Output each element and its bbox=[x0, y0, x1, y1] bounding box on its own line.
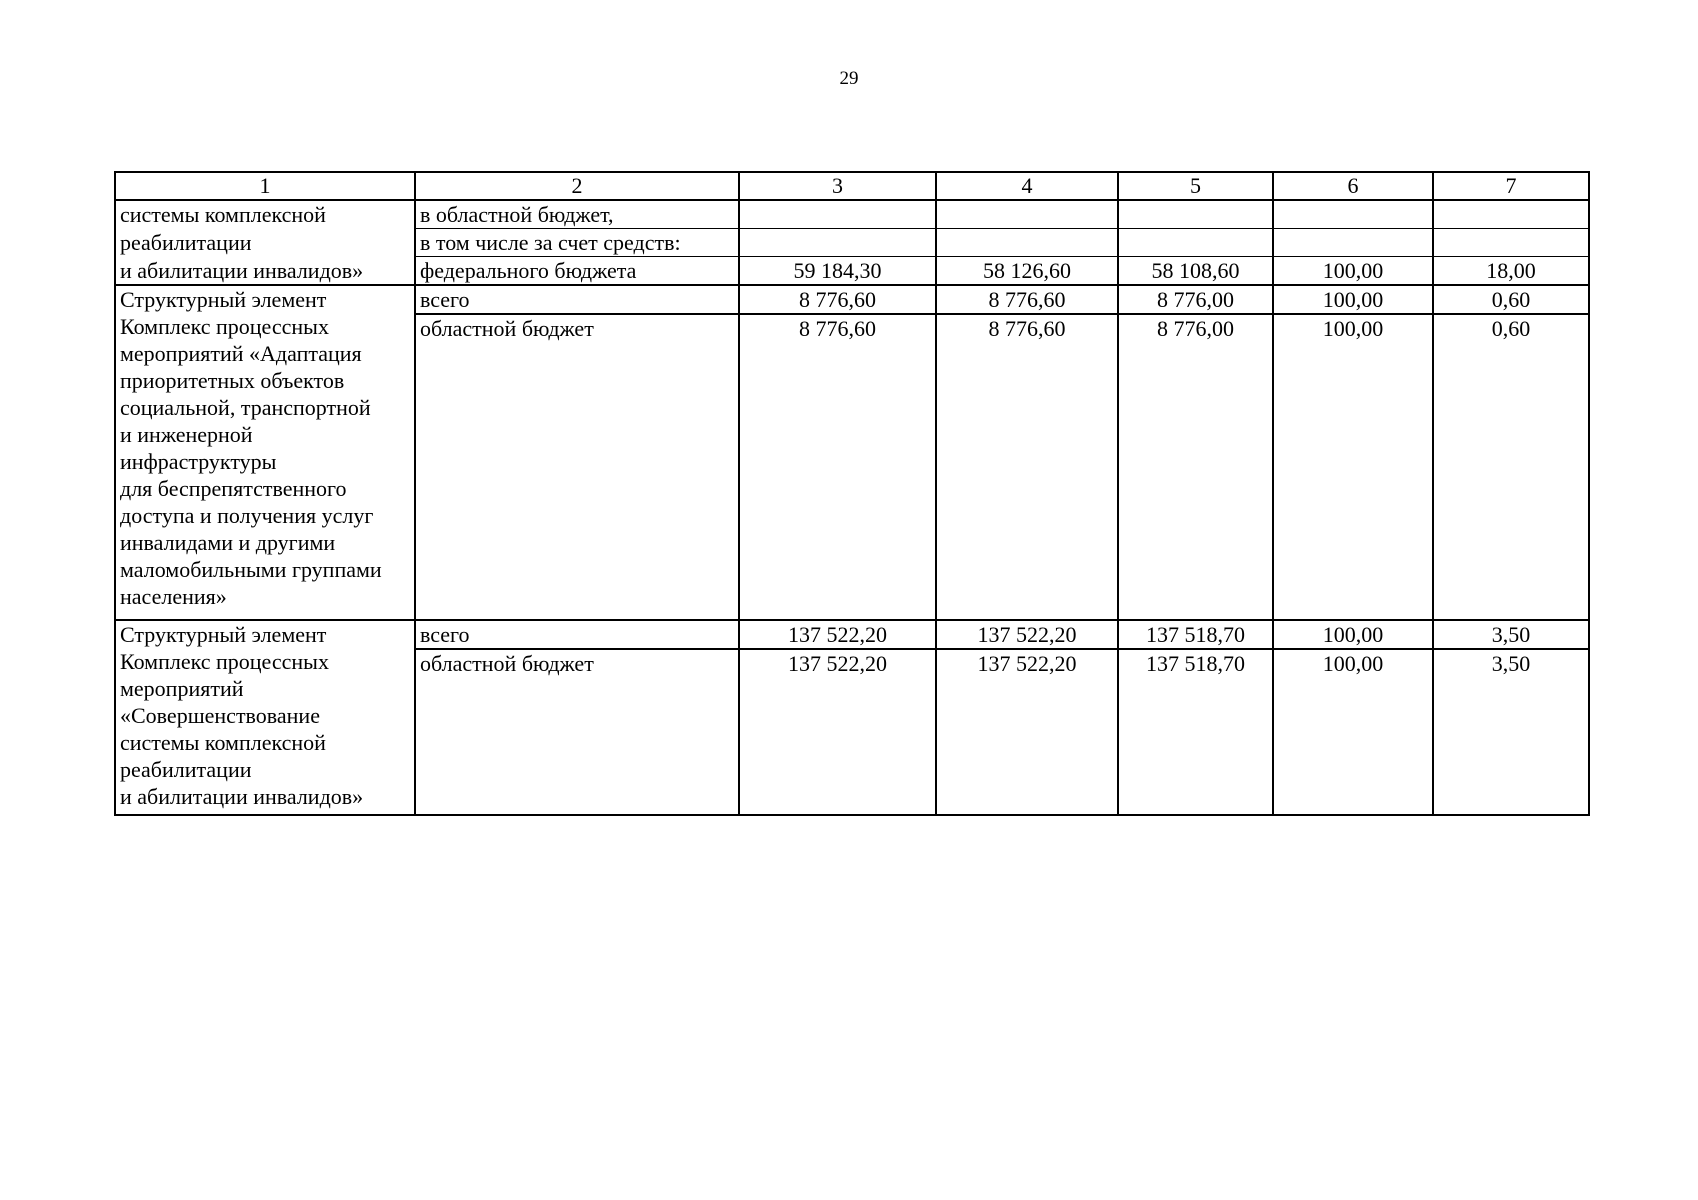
section-name-cell bbox=[115, 285, 415, 620]
section-name-line: приоритетных объектов bbox=[120, 368, 345, 393]
value-cell: 58 108,60 bbox=[1118, 257, 1273, 286]
column-header: 5 bbox=[1118, 172, 1273, 200]
value-cell bbox=[1433, 229, 1589, 257]
value-cell bbox=[739, 200, 936, 229]
funding-source-cell: областной бюджет bbox=[415, 649, 739, 815]
section-name-line: инфраструктуры bbox=[120, 449, 277, 474]
section-name-line: системы комплексной bbox=[120, 202, 326, 227]
value-cell bbox=[1433, 200, 1589, 229]
column-header: 2 bbox=[415, 172, 739, 200]
value-cell: 3,50 bbox=[1433, 649, 1589, 815]
value-cell: 8 776,00 bbox=[1118, 285, 1273, 314]
value-cell bbox=[1118, 229, 1273, 257]
value-cell: 137 518,70 bbox=[1118, 620, 1273, 649]
table-row bbox=[115, 285, 1589, 314]
section-name-line: Структурный элемент bbox=[120, 287, 327, 312]
section-name-line: мероприятий «Адаптация bbox=[120, 341, 362, 366]
value-cell: 0,60 bbox=[1433, 285, 1589, 314]
value-cell: 8 776,60 bbox=[739, 314, 936, 620]
value-cell bbox=[936, 229, 1118, 257]
section-name-line: доступа и получения услуг bbox=[120, 503, 374, 528]
section-name-line: мероприятий bbox=[120, 676, 244, 701]
value-cell: 137 522,20 bbox=[936, 620, 1118, 649]
section-name-line: и инженерной bbox=[120, 422, 253, 447]
page-number: 29 bbox=[839, 68, 859, 89]
section-name-line: инвалидами и другими bbox=[120, 530, 336, 555]
table-row bbox=[115, 229, 1589, 257]
funding-source-cell: в том числе за счет средств: bbox=[415, 229, 739, 257]
section-name-cell bbox=[115, 229, 415, 257]
value-cell: 137 518,70 bbox=[1118, 649, 1273, 815]
section-name-line: социальной, транспортной bbox=[120, 395, 371, 420]
table-header-row bbox=[115, 172, 1589, 200]
value-cell: 137 522,20 bbox=[936, 649, 1118, 815]
value-cell bbox=[1118, 200, 1273, 229]
value-cell: 58 126,60 bbox=[936, 257, 1118, 286]
section-name-cell bbox=[115, 200, 415, 229]
value-cell: 100,00 bbox=[1273, 620, 1433, 649]
funding-source-cell: всего bbox=[415, 285, 739, 314]
section-name-line: системы комплексной bbox=[120, 730, 326, 755]
section-name-line: Комплекс процессных bbox=[120, 314, 329, 339]
value-cell: 137 522,20 bbox=[739, 620, 936, 649]
column-header: 7 bbox=[1433, 172, 1589, 200]
section-name-line: маломобильными группами bbox=[120, 557, 382, 582]
value-cell: 100,00 bbox=[1273, 285, 1433, 314]
value-cell bbox=[739, 229, 936, 257]
section-name-line: Структурный элемент bbox=[120, 622, 327, 647]
section-name-cell bbox=[115, 620, 415, 815]
value-cell: 8 776,60 bbox=[739, 285, 936, 314]
value-cell: 137 522,20 bbox=[739, 649, 936, 815]
table-row bbox=[115, 200, 1589, 229]
section-name-line: и абилитации инвалидов» bbox=[120, 257, 364, 283]
value-cell: 8 776,60 bbox=[936, 314, 1118, 620]
value-cell: 59 184,30 bbox=[739, 257, 936, 286]
funding-source-cell: всего bbox=[415, 620, 739, 649]
funding-source-cell: областной бюджет bbox=[415, 314, 739, 620]
value-cell bbox=[936, 200, 1118, 229]
column-header: 1 bbox=[115, 172, 415, 200]
section-name-line: для беспрепятственного bbox=[120, 476, 347, 501]
value-cell: 0,60 bbox=[1433, 314, 1589, 620]
value-cell bbox=[1273, 229, 1433, 257]
column-header: 6 bbox=[1273, 172, 1433, 200]
section-name-line: населения» bbox=[120, 584, 227, 609]
table-row bbox=[115, 620, 1589, 649]
column-header: 3 bbox=[739, 172, 936, 200]
value-cell: 3,50 bbox=[1433, 620, 1589, 649]
section-name-line: Комплекс процессных bbox=[120, 649, 329, 674]
section-name-line: и абилитации инвалидов» bbox=[120, 784, 364, 809]
value-cell: 100,00 bbox=[1273, 314, 1433, 620]
section-name-line: реабилитации bbox=[120, 229, 252, 255]
funding-source-cell: федерального бюджета bbox=[415, 257, 739, 286]
section-name-line: реабилитации bbox=[120, 757, 252, 782]
section-name-cell bbox=[115, 257, 415, 286]
column-header: 4 bbox=[936, 172, 1118, 200]
value-cell: 8 776,60 bbox=[936, 285, 1118, 314]
budget-table bbox=[114, 171, 1590, 816]
value-cell: 100,00 bbox=[1273, 257, 1433, 286]
table-row bbox=[115, 257, 1589, 286]
value-cell bbox=[1273, 200, 1433, 229]
value-cell: 8 776,00 bbox=[1118, 314, 1273, 620]
value-cell: 100,00 bbox=[1273, 649, 1433, 815]
value-cell: 18,00 bbox=[1433, 257, 1589, 286]
section-name-line: «Совершенствование bbox=[120, 703, 320, 728]
funding-source-cell: в областной бюджет, bbox=[415, 200, 739, 229]
